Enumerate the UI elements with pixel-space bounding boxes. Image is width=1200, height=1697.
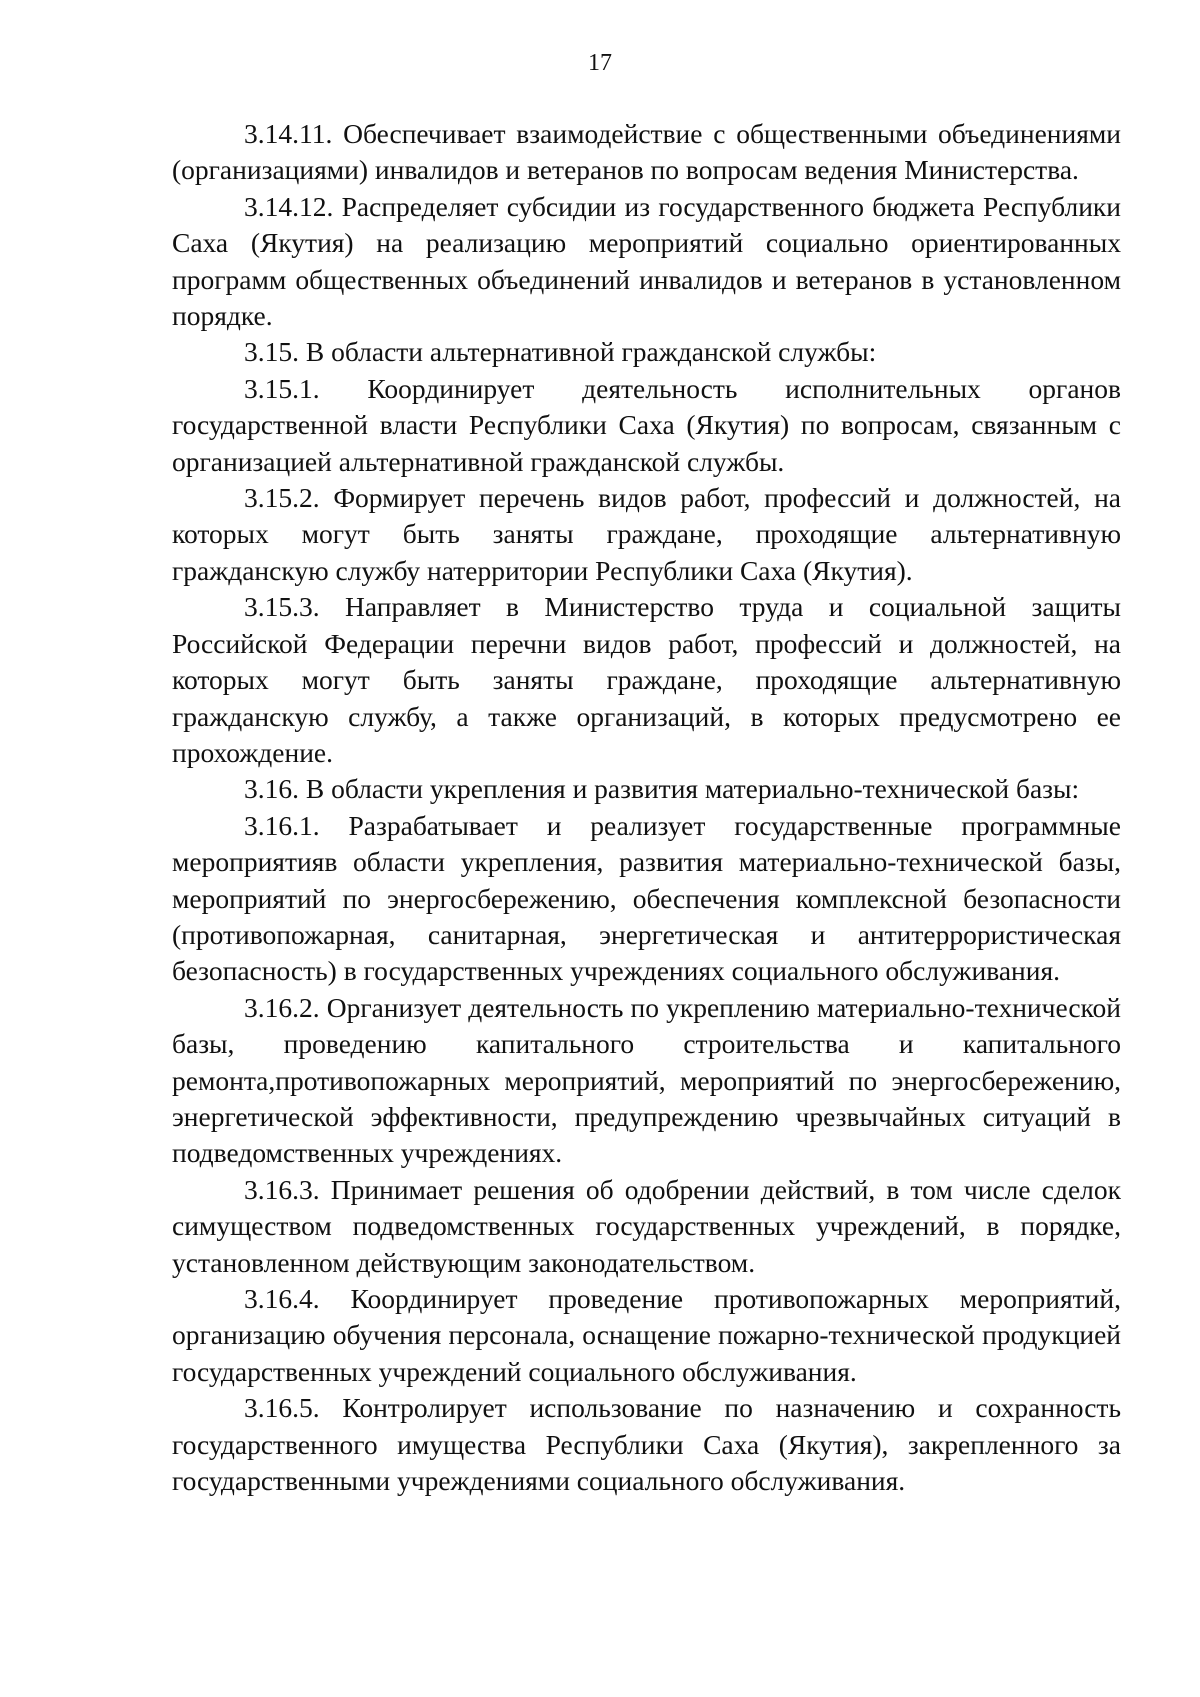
paragraph-3-16-4: 3.16.4. Координирует проведение противопожарных мероприятий, организацию обучения персонала, оснащение пожарно-технической продукцией государственных учреждений социального обслуживания.	[172, 1283, 1121, 1387]
paragraph-3-16-5: 3.16.5. Контролирует использование по назначению и сохранность государственного имущества Республики Саха (Якутия), закрепленного за государственными учреждениями социального обслуживания.	[172, 1392, 1121, 1497]
paragraph-3-16-2: 3.16.2. Организует деятельность по укреплению материально-технической базы, проведению капитального строительства и капитального ремонта,противопожарных мероприятий, мероприятий по энергосбережению, энергетической эффективности, предупреждению чрезвычайных ситуаций в подведомственных учреждениях.	[172, 991, 1121, 1169]
paragraph-3-15-2: 3.15.2. Формирует перечень видов работ, профессий и должностей, на которых могут быть заняты граждане, проходящие альтернативную гражданскую службу натерритории Республики Саха (Якутия).	[172, 482, 1121, 586]
paragraph-3-14-11: 3.14.11. Обеспечивает взаимодействие с общественными объединениями (организациями) инвалидов и ветеранов по вопросам ведения Министерства.	[172, 118, 1121, 186]
paragraph-3-16-1: 3.16.1. Разрабатывает и реализует государственные программные мероприятияв области укрепления, развития материально-технической базы, мероприятий по энергосбережению, обеспечения комплексной безопасности (противопожарная, санитарная, энергетическая и антитеррористическая безопасность) в государственных учреждениях социального обслуживания.	[172, 809, 1121, 987]
paragraph-3-15-1: 3.15.1. Координирует деятельность исполнительных органов государственной власти Республики Саха (Якутия) по вопросам, связанным с организацией альтернативной гражданской службы.	[172, 372, 1121, 477]
section-heading-3-16: 3.16. В области укрепления и развития материально-технической базы:	[244, 773, 1080, 805]
paragraph-3-14-12: 3.14.12. Распределяет субсидии из государственного бюджета Республики Саха (Якутия) на реализацию мероприятий социально ориентированных программ общественных объединений инвалидов и ветеранов в установленном порядке.	[172, 190, 1121, 332]
page-number: 17	[588, 50, 612, 76]
paragraph-3-16-3: 3.16.3. Принимает решения об одобрении действий, в том числе сделок симуществом подведомственных государственных учреждений, в порядке, установленном действующим законодательством.	[172, 1173, 1121, 1278]
paragraph-3-15-3: 3.15.3. Направляет в Министерство труда и социальной защиты Российской Федерации перечни видов работ, профессий и должностей, на которых могут быть заняты граждане, проходящие альтернативную гражданскую службу, а также организаций, в которых предусмотрено ее прохождение.	[172, 591, 1121, 768]
section-heading-3-15: 3.15. В области альтернативной гражданской службы:	[244, 336, 877, 368]
document-body	[172, 116, 1121, 1499]
